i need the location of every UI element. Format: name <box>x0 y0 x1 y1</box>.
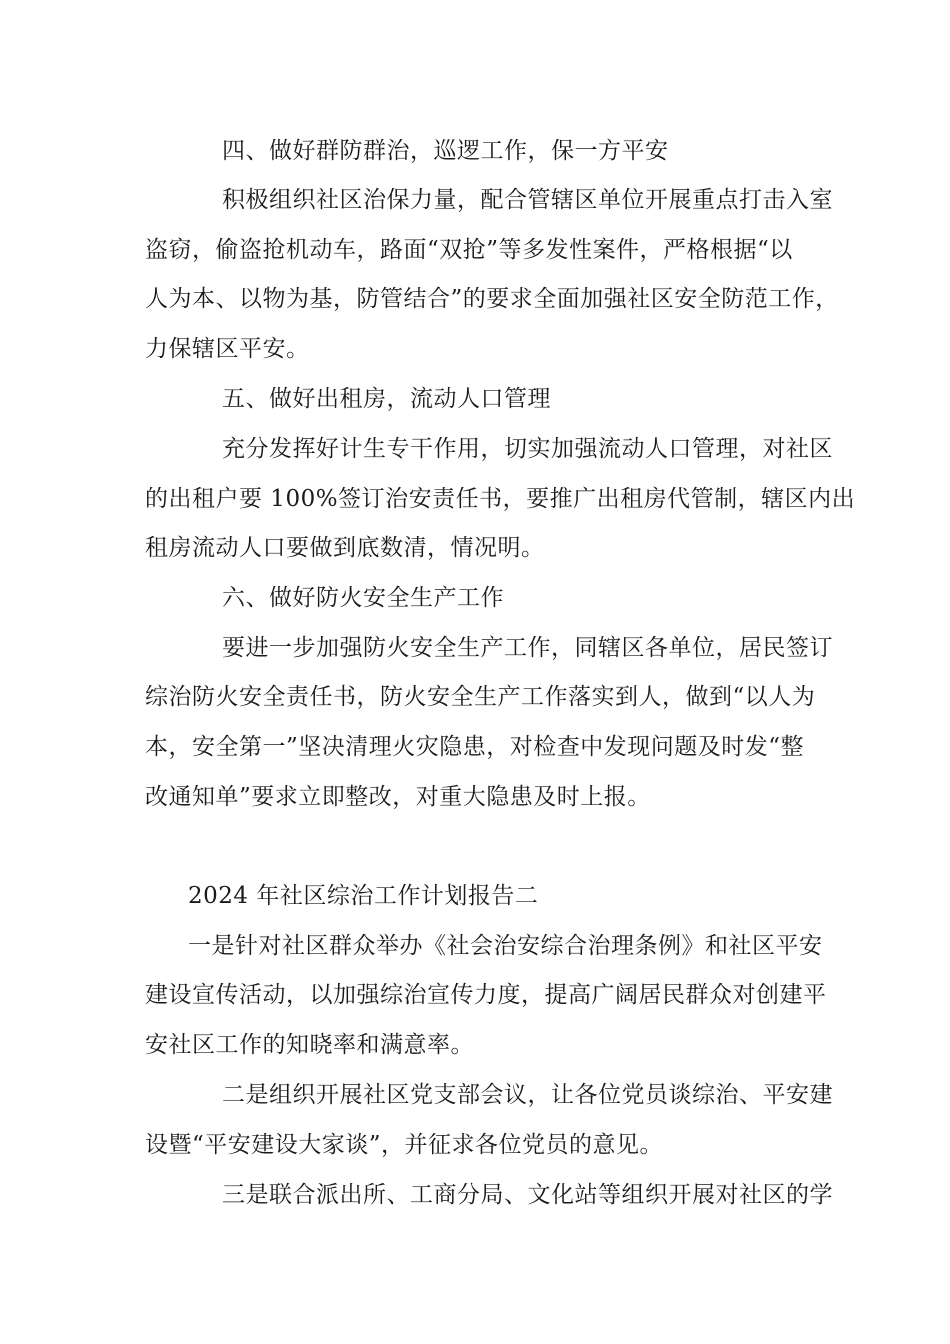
section-heading-6: 六、做好防火安全生产工作 <box>222 585 504 611</box>
paragraph-line: 的出租户要 100%签订治安责任书，要推广出租房代管制，辖区内出 <box>145 486 856 512</box>
paragraph-line: 综治防火安全责任书，防火安全生产工作落实到人，做到“以人为 <box>145 684 816 710</box>
paragraph-line: 人为本、以物为基，防管结合”的要求全面加强社区安全防范工作， <box>145 286 839 312</box>
paragraph-line: 二是组织开展社区党支部会议，让各位党员谈综治、平安建 <box>222 1082 833 1108</box>
paragraph-line: 租房流动人口要做到底数清，情况明。 <box>145 535 545 561</box>
paragraph-line: 安社区工作的知晓率和满意率。 <box>145 1032 474 1058</box>
paragraph-line: 设暨“平安建设大家谈”，并征求各位党员的意见。 <box>145 1132 664 1158</box>
paragraph-line: 改通知单”要求立即整改，对重大隐患及时上报。 <box>145 784 651 810</box>
section-heading-4: 四、做好群防群治，巡逻工作，保一方平安 <box>222 138 669 164</box>
section-heading-5: 五、做好出租房，流动人口管理 <box>222 386 551 412</box>
paragraph-line: 积极组织社区治保力量，配合管辖区单位开展重点打击入室 <box>222 187 833 213</box>
paragraph-line: 本，安全第一”坚决清理火灾隐患，对检查中发现问题及时发“整 <box>145 734 805 760</box>
paragraph-line: 一是针对社区群众举办《社会治安综合治理条例》和社区平安 <box>188 933 823 959</box>
report-title: 2024 年社区综治工作计划报告二 <box>188 883 539 909</box>
paragraph-line: 盗窃，偷盗抢机动车，路面“双抢”等多发性案件，严格根据“以 <box>145 237 793 263</box>
paragraph-line: 充分发挥好计生专干作用，切实加强流动人口管理，对社区 <box>222 436 833 462</box>
paragraph-line: 建设宣传活动，以加强综治宣传力度，提高广阔居民群众对创建平 <box>145 982 827 1008</box>
paragraph-line: 要进一步加强防火安全生产工作，同辖区各单位，居民签订 <box>222 635 833 661</box>
paragraph-line: 力保辖区平安。 <box>145 336 310 362</box>
paragraph-line: 三是联合派出所、工商分局、文化站等组织开展对社区的学 <box>222 1182 833 1208</box>
